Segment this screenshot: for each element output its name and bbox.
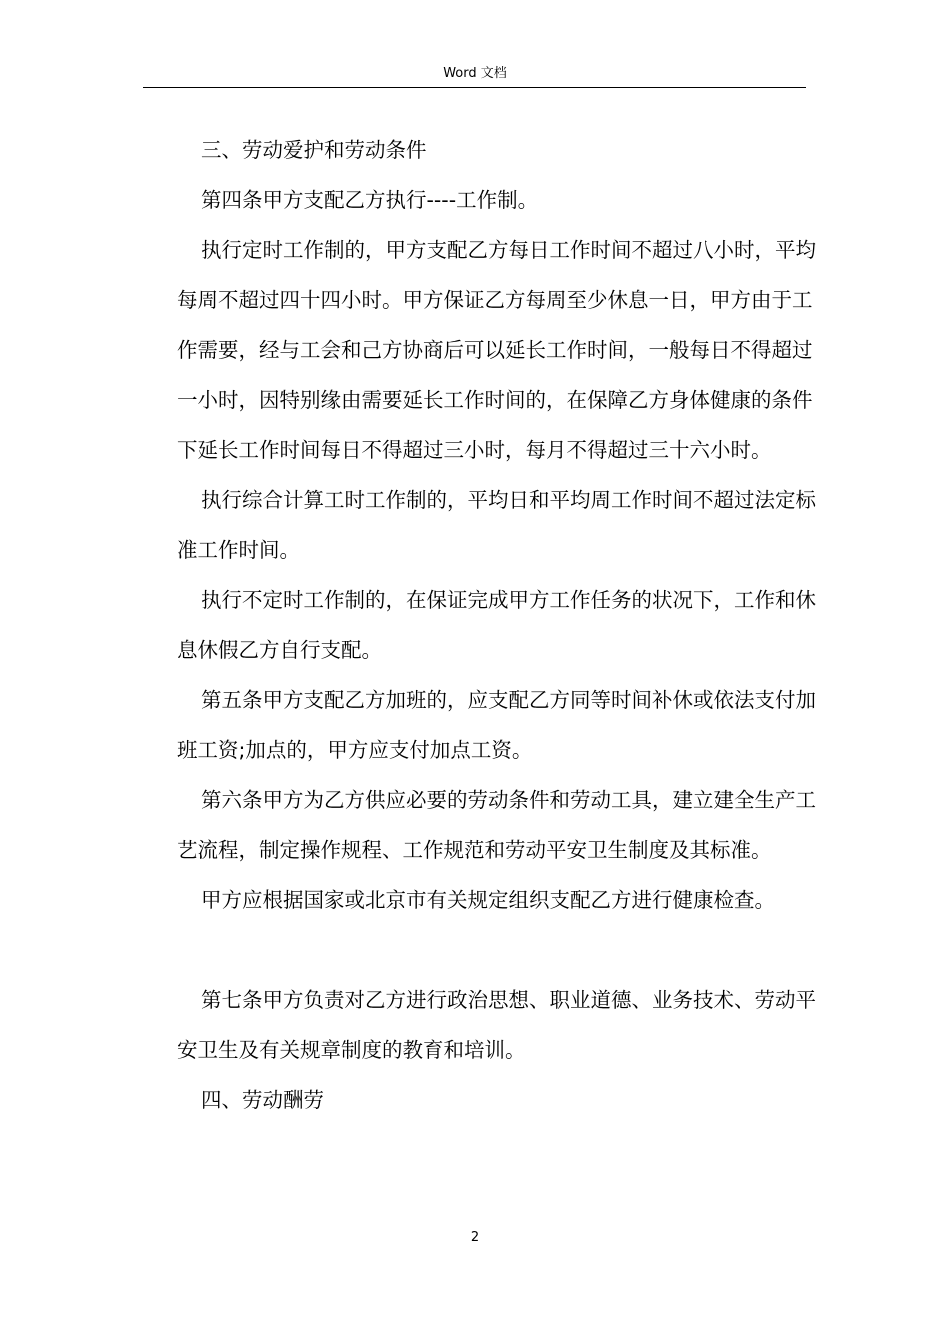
section-heading-3: 三、劳动爱护和劳动条件: [201, 138, 427, 162]
page-number: 2: [470, 1230, 480, 1245]
paragraph-fixed-hours: 执行定时工作制的，甲方支配乙方每日工作时间不超过八小时，平均每周不超过四十四小时。甲方保证乙方每周至少休息一日，甲方由于工作需要，经与工会和己方协商后可以延长工作时间，一般每日不得超过一小时，因特别缘由需要延长工作时间的，在保障乙方身体健康的条件下延长工作时间每日不得超过三小时，每月不得超过三十六小时。: [177, 238, 816, 462]
paragraph-comprehensive-hours: 执行综合计算工时工作制的，平均日和平均周工作时间不超过法定标准工作时间。: [177, 488, 816, 562]
section-heading-4: 四、劳动酬劳: [201, 1088, 324, 1112]
article-5: 第五条甲方支配乙方加班的，应支配乙方同等时间补休或依法支付加班工资;加点的，甲方应支付加点工资。: [177, 688, 816, 762]
document-body: [177, 125, 817, 1125]
paragraph-health-check: 甲方应根据国家或北京市有关规定组织支配乙方进行健康检查。: [201, 888, 775, 912]
paragraph-flexible-hours: 执行不定时工作制的，在保证完成甲方工作任务的状况下，工作和休息休假乙方自行支配。: [177, 588, 816, 662]
blank-line: [177, 925, 817, 975]
header-divider: [143, 87, 806, 88]
article-7: 第七条甲方负责对乙方进行政治思想、职业道德、业务技术、劳动平安卫生及有关规章制度的教育和培训。: [177, 988, 816, 1062]
article-4: 第四条甲方支配乙方执行----工作制。: [201, 188, 539, 212]
page-header-title: Word 文档: [443, 66, 507, 81]
article-6: 第六条甲方为乙方供应必要的劳动条件和劳动工具，建立建全生产工艺流程，制定操作规程、工作规范和劳动平安卫生制度及其标准。: [177, 788, 816, 862]
